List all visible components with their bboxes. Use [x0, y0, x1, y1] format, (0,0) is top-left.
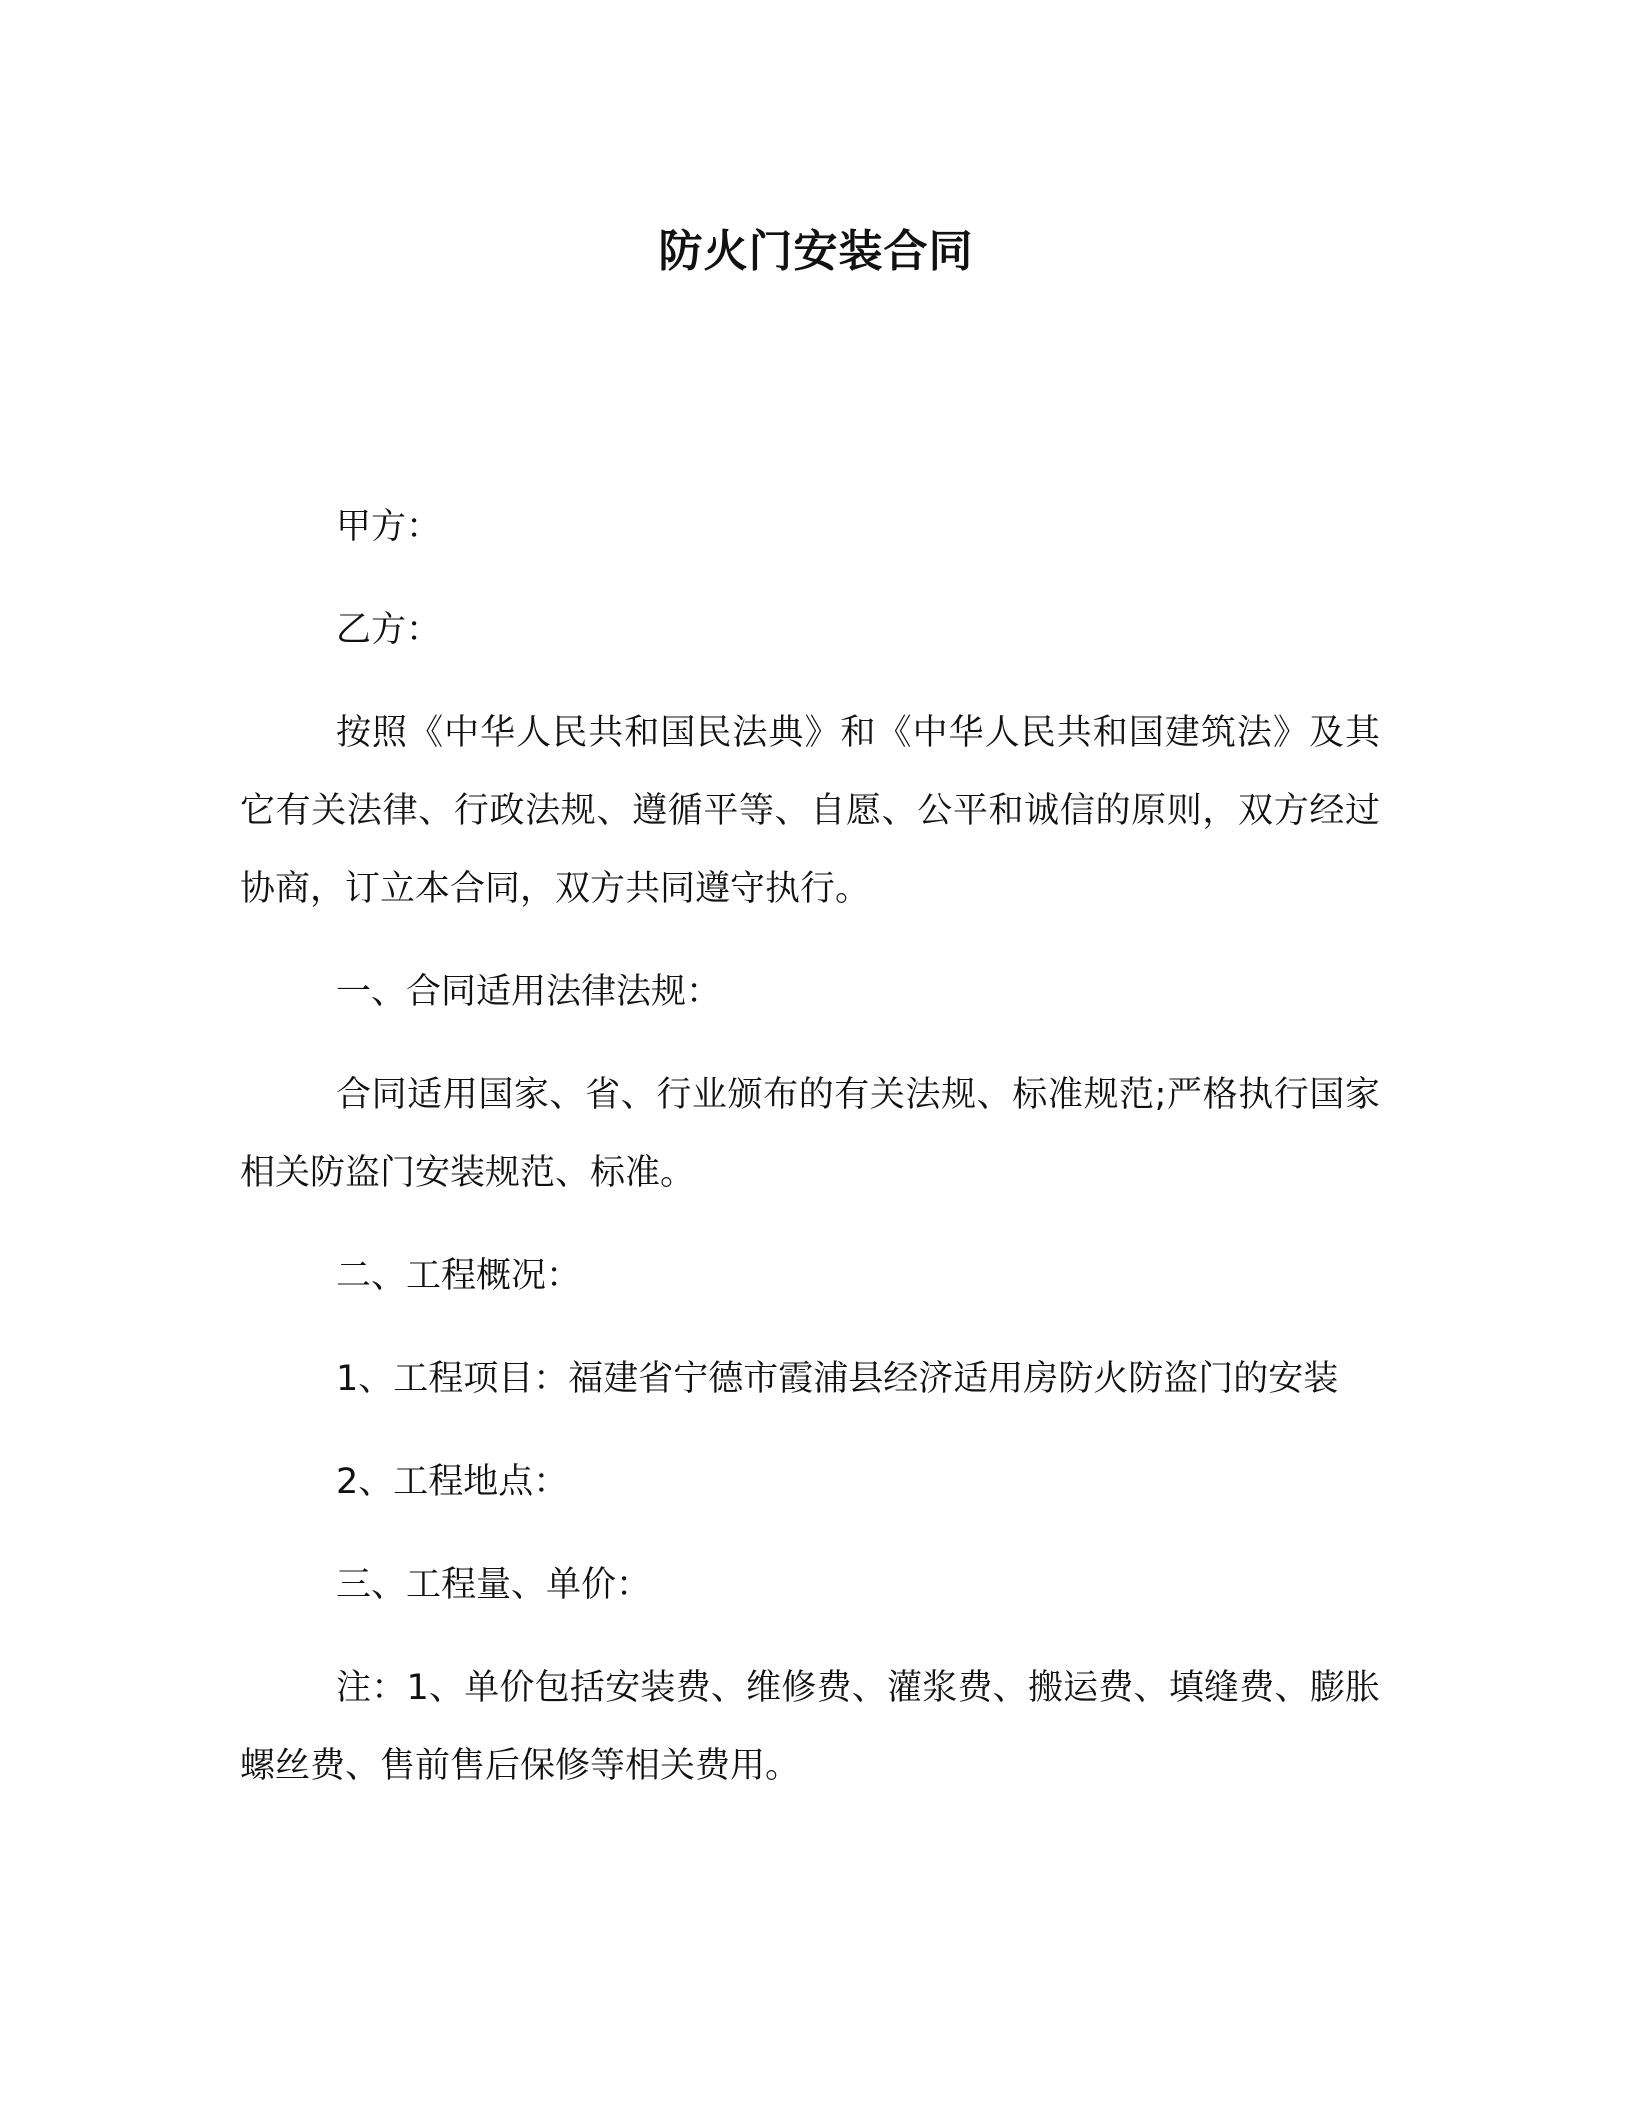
section-3-heading: 三、工程量、单价： [336, 1565, 652, 1605]
party-a-line: 甲方： [336, 507, 442, 547]
price-note-paragraph: 注：1、单价包括安装费、维修费、灌浆费、搬运费、填缝费、膨胀螺丝费、售前售后保修等相关费用。 [240, 1668, 1380, 1786]
project-item-line: 1、工程项目：福建省宁德市霞浦县经济适用房防火防盗门的安装 [336, 1359, 1339, 1399]
document-body [240, 488, 1380, 1830]
project-location-line: 2、工程地点： [336, 1462, 569, 1502]
section-1-heading: 一、合同适用法律法规： [336, 972, 722, 1012]
section-2-heading: 二、工程概况： [336, 1256, 582, 1296]
preamble-paragraph: 按照《中华人民共和国民法典》和《中华人民共和国建筑法》及其它有关法律、行政法规、遵循平等、自愿、公平和诚信的原则，双方经过协商，订立本合同，双方共同遵守执行。 [240, 713, 1380, 909]
section-1-text: 合同适用国家、省、行业颁布的有关法规、标准规范;严格执行国家相关防盗门安装规范、标准。 [240, 1075, 1380, 1193]
party-b-line: 乙方： [336, 610, 442, 650]
document-title: 防火门安装合同 [658, 226, 974, 277]
